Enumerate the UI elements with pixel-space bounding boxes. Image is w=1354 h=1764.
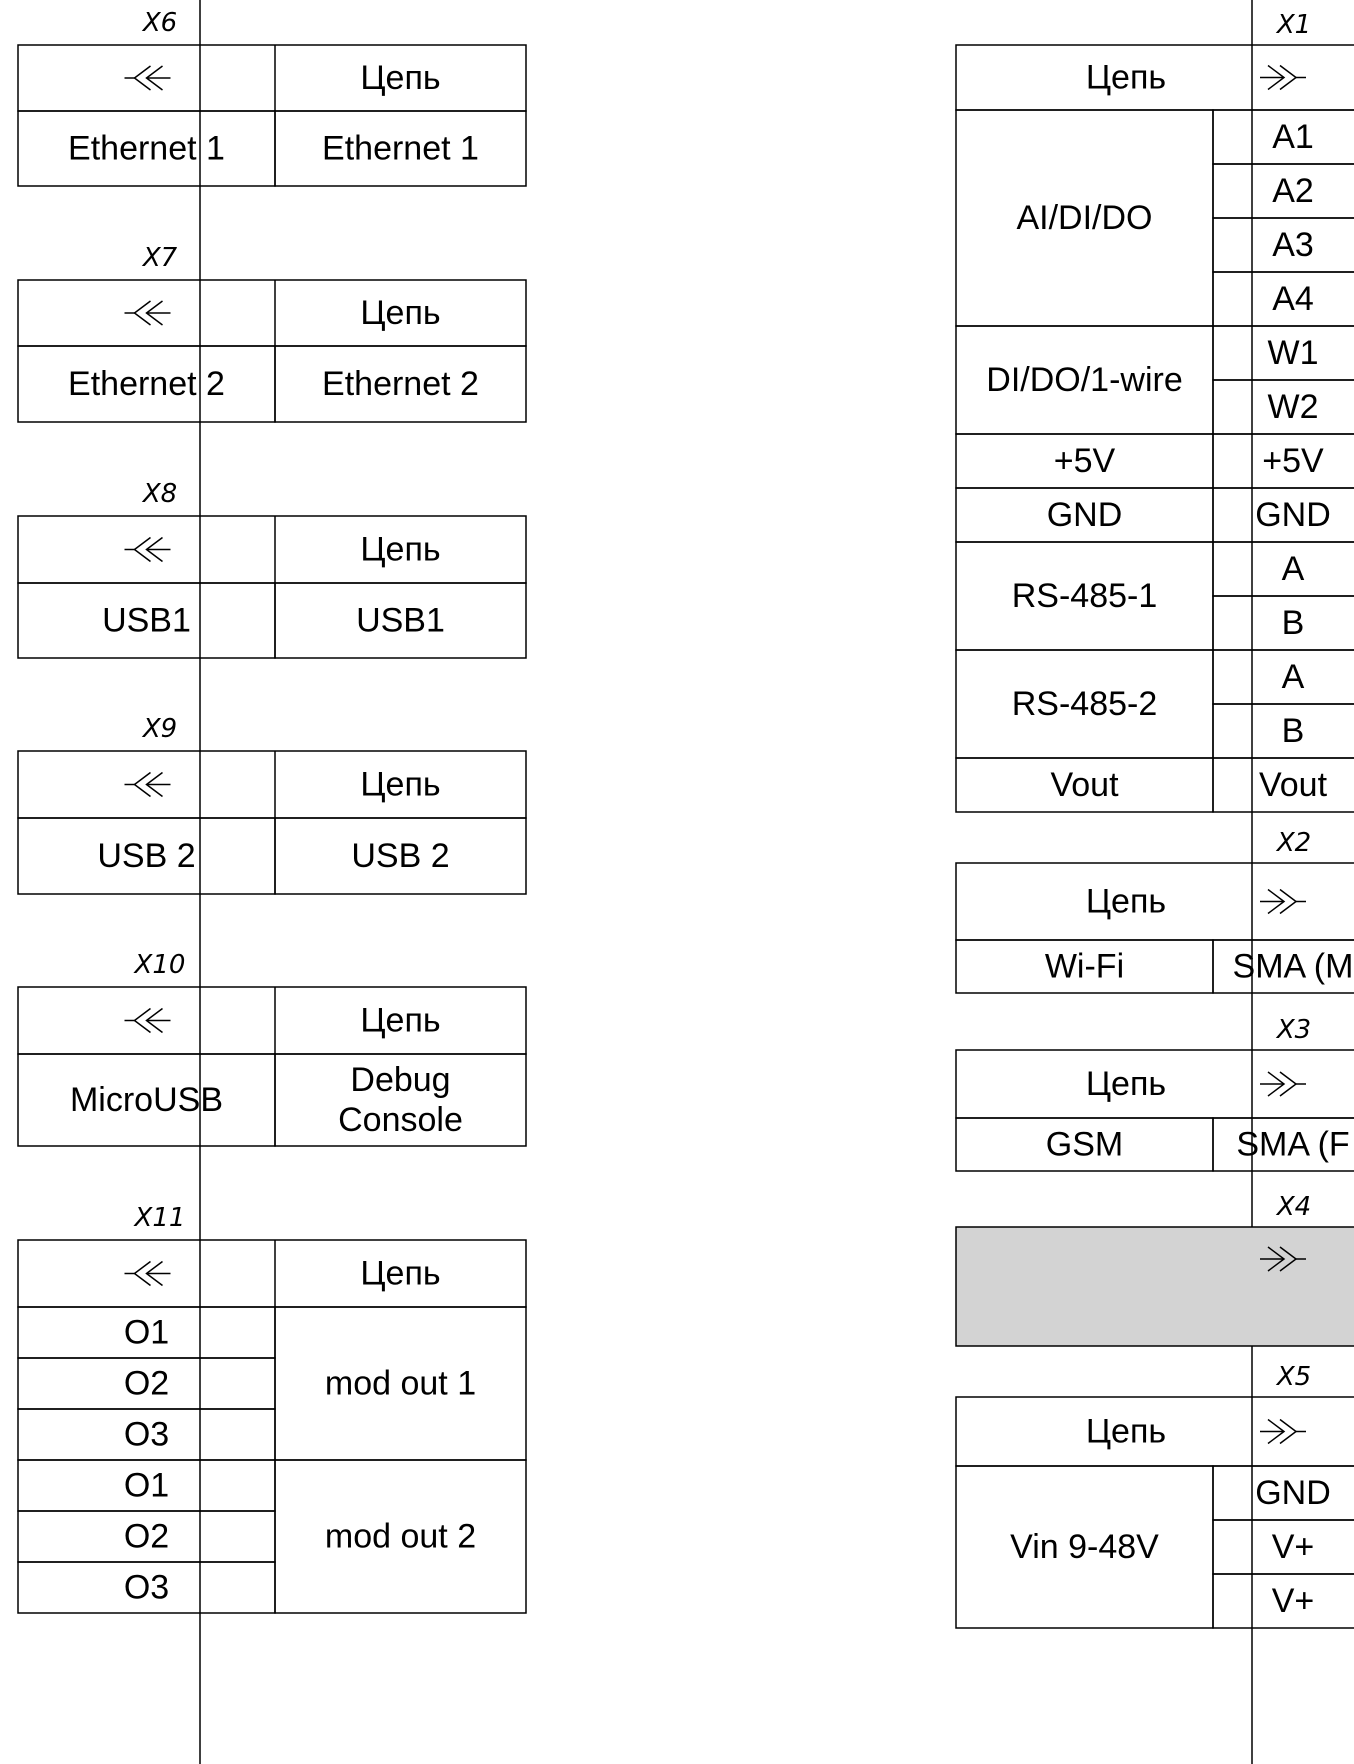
connector-label: X11 — [134, 1203, 186, 1233]
pin-label: A4 — [1272, 280, 1314, 318]
connector-label: X1 — [1276, 10, 1312, 40]
socket-symbol-icon — [1260, 890, 1306, 914]
pin-label: A1 — [1272, 118, 1314, 156]
socket-symbol-icon — [1260, 1072, 1306, 1096]
header-net-label: Цепь — [360, 765, 441, 804]
net-label: DI/DO/1-wire — [986, 361, 1183, 399]
header-net-label: Цепь — [360, 1001, 441, 1040]
pin-label: +5V — [1262, 442, 1324, 480]
header-net-label: Цепь — [1085, 58, 1167, 97]
connector-label: X2 — [1276, 828, 1312, 858]
pin-label: W1 — [1267, 334, 1319, 372]
pin-label: GND — [1255, 1474, 1331, 1512]
header-net-label: Цепь — [360, 294, 441, 332]
net-label: GND — [1046, 496, 1123, 534]
net-label: RS-485-2 — [1011, 685, 1158, 723]
header-row — [18, 280, 526, 346]
connector-label: X7 — [142, 243, 178, 273]
pin-label: GND — [1255, 496, 1331, 534]
net-label: USB 2 — [351, 837, 450, 875]
header-row — [18, 1240, 526, 1307]
header-row — [18, 516, 526, 583]
blank-connector-block — [956, 1227, 1354, 1346]
pin-label: O1 — [123, 1313, 170, 1352]
net-label: Wi-Fi — [1044, 947, 1125, 986]
header-net-label: Цепь — [360, 530, 441, 569]
socket-symbol-icon — [1260, 66, 1306, 90]
pin-label: V+ — [1271, 1582, 1315, 1620]
net-label: Vin 9-48V — [1010, 1528, 1159, 1566]
pin-label: B — [1281, 712, 1305, 750]
pin-label: A3 — [1272, 226, 1314, 264]
net-label: Ethernet 2 — [322, 365, 479, 403]
pin-label: B — [1281, 604, 1305, 642]
pin-label: SMA (M — [1232, 947, 1354, 986]
pin-label: Ethernet 2 — [68, 365, 225, 403]
net-label: mod out 2 — [324, 1517, 477, 1556]
connector-label: X4 — [1276, 1192, 1312, 1222]
pin-label: SMA (F — [1236, 1125, 1350, 1164]
header-net-label: Цепь — [360, 1254, 441, 1293]
pin-label: V+ — [1271, 1528, 1315, 1566]
connector-label: X3 — [1276, 1015, 1312, 1045]
socket-symbol-icon — [1260, 1420, 1306, 1444]
net-label: AI/DI/DO — [1016, 199, 1153, 237]
net-label: Ethernet 1 — [322, 129, 479, 168]
header-row — [18, 45, 526, 111]
pin-label: O2 — [123, 1517, 170, 1556]
pin-label: W2 — [1267, 388, 1319, 426]
connector-label: X8 — [142, 479, 178, 509]
pin-label: A — [1281, 658, 1305, 696]
pin-label: MicroUSB — [69, 1081, 224, 1119]
plug-symbol-icon — [125, 538, 171, 562]
header-row — [18, 987, 526, 1054]
plug-symbol-icon — [125, 773, 171, 797]
plug-symbol-icon — [125, 1262, 171, 1286]
pin-label: A2 — [1272, 172, 1314, 210]
pin-label: O2 — [123, 1364, 170, 1403]
connector-label: X10 — [134, 950, 186, 980]
pin-label: O1 — [123, 1466, 170, 1505]
connector-label: X9 — [142, 714, 178, 744]
net-label: Debug Console — [338, 1061, 463, 1139]
pin-label: USB 2 — [97, 837, 196, 875]
header-net-label: Цепь — [360, 59, 441, 97]
plug-symbol-icon — [125, 1009, 171, 1033]
header-net-label: Цепь — [1085, 1412, 1167, 1451]
pin-label: O3 — [123, 1415, 170, 1454]
pin-label: Ethernet 1 — [68, 129, 225, 168]
pin-label: A — [1281, 550, 1305, 588]
net-label: mod out 1 — [324, 1364, 477, 1403]
pin-label: O3 — [123, 1568, 170, 1607]
pin-label: Vout — [1258, 766, 1328, 804]
plug-symbol-icon — [125, 66, 171, 90]
pin-label: USB1 — [102, 601, 191, 640]
net-label: +5V — [1053, 442, 1116, 480]
header-net-label: Цепь — [1085, 882, 1167, 921]
net-label: Vout — [1050, 766, 1119, 804]
header-row — [18, 751, 526, 818]
header-net-label: Цепь — [1085, 1065, 1167, 1103]
connector-label: X5 — [1276, 1362, 1312, 1392]
connector-label: X6 — [142, 8, 178, 38]
net-label: GSM — [1045, 1125, 1124, 1164]
net-label: RS-485-1 — [1011, 577, 1158, 615]
plug-symbol-icon — [125, 301, 171, 325]
net-label: USB1 — [356, 601, 445, 640]
